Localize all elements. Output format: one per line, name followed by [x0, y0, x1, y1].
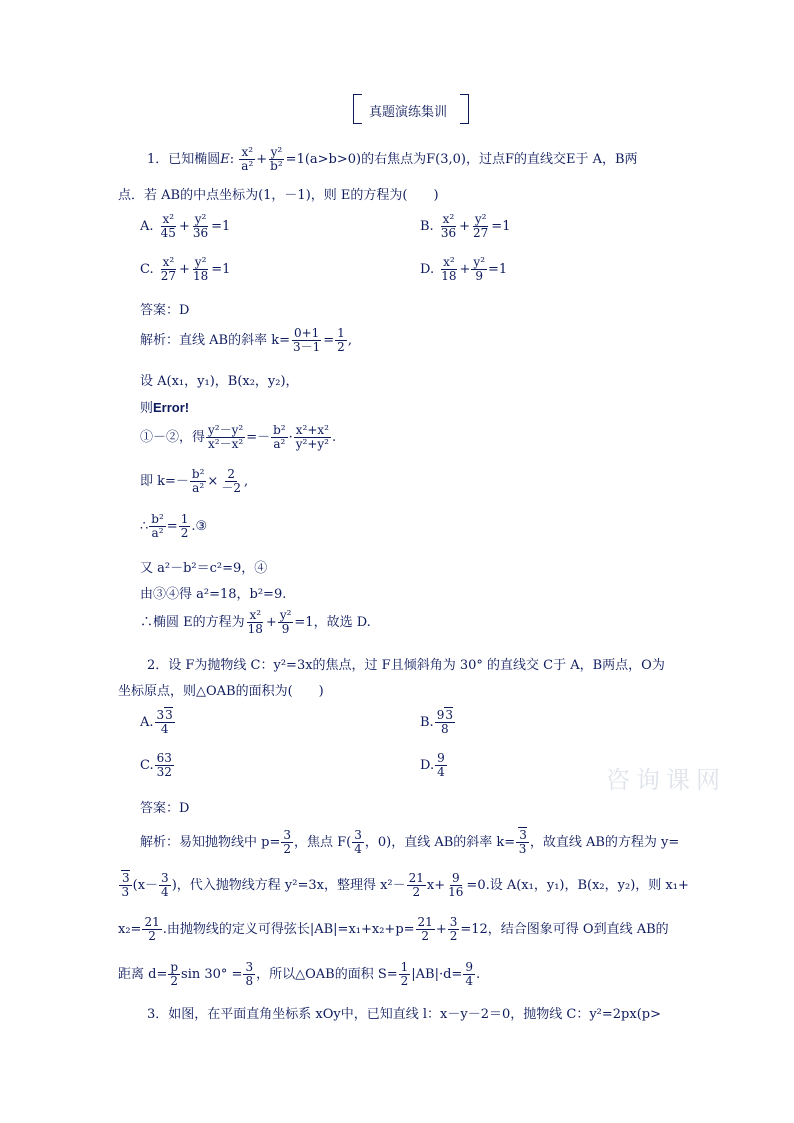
q1-option-b: B. $\frac{\text{x²}}{36}$ + $\frac{\text{y²}}{27}$ =1	[420, 212, 511, 240]
watermark: 咨询课网	[606, 766, 726, 794]
q2-line1: 2．设 F为抛物线 C：y²=3x的焦点，过 F且倾斜角为 30° 的直线交 C于 A，B两点，O为	[147, 658, 665, 673]
q1-solution-slope: 解析：直线 AB的斜率 k= $\frac{0+1}{3-1}$ = $\frac{1}{2}$ ,	[140, 326, 352, 354]
q1-line2: 点．若 AB的中点坐标为(1，－1)，则 E的方程为( )	[118, 188, 439, 203]
q1-step3: ∴ $\frac{\text{b²}}{\text{a²}}$ = $\frac{1}{2}$ .③	[140, 512, 208, 540]
q2-solution-line4: 距离 d= $\frac{p}{2}$ sin 30° = $\frac{3}{8}$ ，所以△OAB的面积 S= $\frac{1}{2}$ |AB|·d= $\frac{9}{4}$ .	[118, 960, 481, 988]
q1-step2: 即 k=－ $\frac{\text{b²}}{\text{a²}}$ × $\frac{2}{-2}$ ,	[140, 467, 249, 495]
q1-step4: 又 a²－b²＝c²=9，④	[140, 561, 268, 576]
q2-option-d: D. $\frac{9}{4}$	[420, 751, 445, 779]
q2-option-c: C. $\frac{63}{32}$	[140, 751, 172, 779]
q1-step5: 由③④得 a²=18，b²=9.	[140, 587, 287, 602]
q2-solution-line2: $\frac{3}{3}$ (x－ $\frac{3}{4}$ )，代入抛物线方程 y²=3x，整理得 x²－ $\frac{21}{2}$ x+ $\frac{9}{16}$ =0.设 A(x₁，y₁)，B(x₂，y₂)，则 x₁+	[118, 872, 689, 899]
q1-option-c: C. $\frac{\text{x²}}{27}$ + $\frac{\text{y²}}{18}$ =1	[140, 255, 231, 283]
q2-option-b: B. $\frac{93}{8}$	[420, 708, 453, 736]
q1-step6: ∴椭圆 E的方程为 $\frac{\text{x²}}{18}$ + $\frac{\text{y²}}{9}$ =1，故选 D.	[140, 608, 371, 636]
q1-option-d: D. $\frac{\text{x²}}{18}$ + $\frac{\text{y²}}{9}$ =1	[420, 255, 508, 283]
q1-set-points: 设 A(x₁，y₁)，B(x₂，y₂)，	[140, 374, 299, 389]
q1-ze-line: 则Error!	[140, 400, 190, 416]
q2-answer: 答案：D	[140, 801, 190, 816]
section-title: 真题演练集训	[369, 105, 448, 120]
q3-line1: 3．如图，在平面直角坐标系 xOy中，已知直线 l：x－y－2＝0，抛物线 C：y²=2px(p>	[147, 1007, 661, 1022]
q2-line2: 坐标原点，则△OAB的面积为( )	[118, 684, 324, 699]
q1-step1: ①－②，得 $\frac{\text{y²－y²}}{\text{x²－x²}}$ =－ $\frac{\text{b²}}{\text{a²}}$ · $\frac{\text{x²+x²}}{\text{y²+y²}}$ .	[140, 423, 337, 451]
q2-solution-line3: x₂= $\frac{21}{2}$ .由抛物线的定义可得弦长|AB|=x₁+x₂+p= $\frac{21}{2}$ + $\frac{3}{2}$ =12，结合图象可得 O到直线 AB的	[118, 915, 669, 943]
q1-option-a: A. $\frac{\text{x²}}{45}$ + $\frac{\text{y²}}{36}$ =1	[140, 212, 231, 240]
left-bracket	[353, 94, 362, 124]
q1-answer: 答案：D	[140, 303, 190, 318]
right-bracket	[460, 94, 469, 124]
q1-line1: 1．已知椭圆E: $\frac{\text{x²}}{\text{a²}}$ + $\frac{\text{y²}}{\text{b²}}$ =1(a>b>0)的右焦点为F(3,0)，过点F的直线交E于 A，B两	[147, 145, 638, 173]
q2-solution-line1: 解析：易知抛物线中 p= $\frac{3}{2}$ ，焦点 F( $\frac{3}{4}$ ，0)，直线 AB的斜率 k= $\frac{3}{3}$ ，故直线 AB的方程为 y=	[140, 828, 680, 856]
q2-option-a: A. $\frac{33}{4}$	[140, 708, 173, 736]
section-title-box	[353, 94, 469, 126]
